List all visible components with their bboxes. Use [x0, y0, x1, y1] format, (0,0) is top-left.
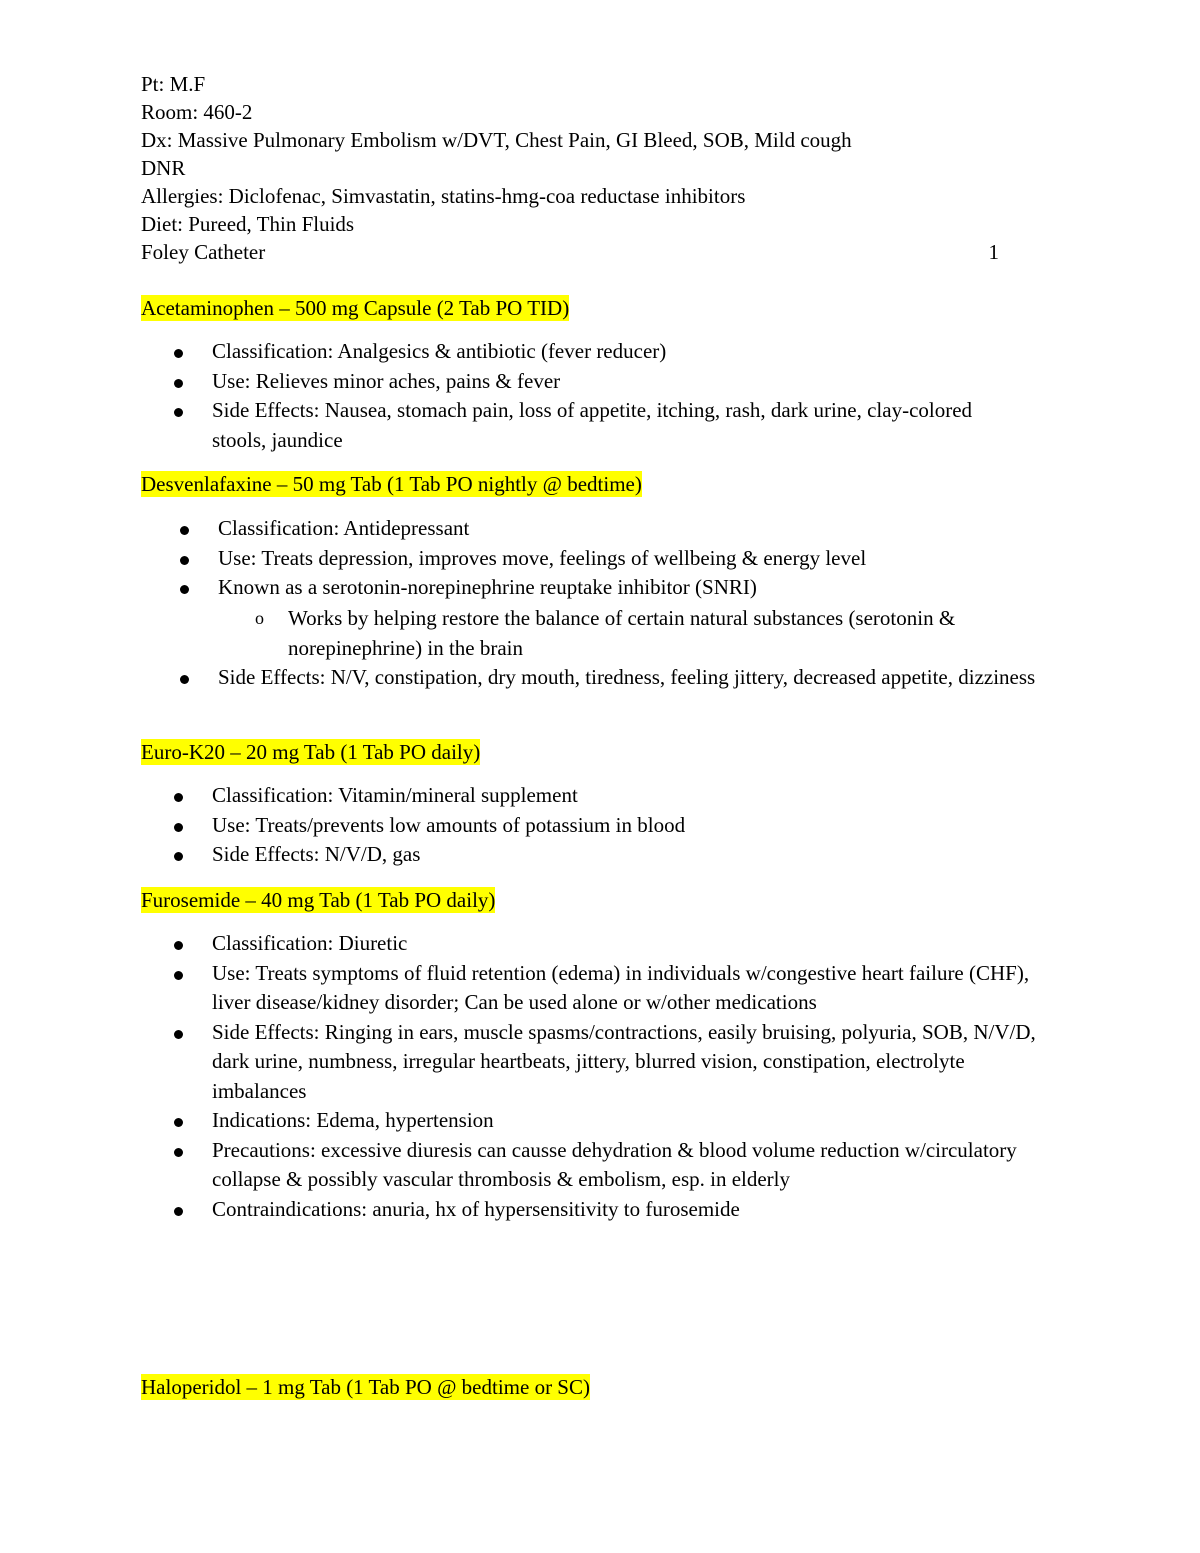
drug-title: Desvenlafaxine – 50 mg Tab (1 Tab PO nightly @ bedtime) [141, 472, 642, 496]
drug-title: Furosemide – 40 mg Tab (1 Tab PO daily) [141, 888, 496, 912]
room-number: Room: 460-2 [141, 100, 253, 124]
list-item: Side Effects: N/V/D, gas [212, 840, 1012, 870]
drug-details-list [141, 337, 1012, 455]
drug-section-furosemide [141, 887, 1062, 1224]
foley-line [141, 238, 999, 266]
drug-section-desvenlafaxine [141, 471, 1048, 692]
list-item: Use: Treats depression, improves move, feelings of wellbeing & energy level [218, 544, 1048, 574]
list-item: Side Effects: N/V, constipation, dry mouth, tiredness, feeling jittery, decreased appetite, dizziness [218, 663, 1048, 693]
list-item: Indications: Edema, hypertension [212, 1106, 1062, 1136]
bullet-icon [180, 526, 189, 535]
list-item: Side Effects: Ringing in ears, muscle spasms/contractions, easily bruising, polyuria, SOB, N/V/D, dark urine, numbness, irregular heartbeats, jittery, blurred vision, constipation, electrolyte imbalances [212, 1018, 1062, 1107]
list-item: Use: Relieves minor aches, pains & fever [212, 367, 1012, 397]
sub-list-item: o Works by helping restore the balance of certain natural substances (serotonin & norepinephrine) in the brain [288, 603, 1048, 663]
drug-title: Haloperidol – 1 mg Tab (1 Tab PO @ bedtime or SC) [141, 1375, 590, 1399]
drug-section-euro-k20 [141, 739, 1012, 870]
bullet-icon [174, 971, 183, 980]
bullet-icon [174, 349, 183, 358]
drug-details-list [141, 514, 1048, 692]
code-status: DNR [141, 156, 186, 180]
drug-details-list [141, 929, 1062, 1224]
list-item: Classification: Antidepressant [218, 514, 1048, 544]
diet: Diet: Pureed, Thin Fluids [141, 212, 355, 236]
drug-title: Acetaminophen – 500 mg Capsule (2 Tab PO TID) [141, 296, 570, 320]
list-item: Use: Treats symptoms of fluid retention (edema) in individuals w/congestive heart failure (CHF), liver disease/kidney disorder; Can be used alone or w/other medications [212, 959, 1062, 1018]
list-item: Classification: Vitamin/mineral supplement [212, 781, 1012, 811]
patient-header [141, 70, 999, 266]
bullet-icon [174, 793, 183, 802]
bullet-icon [174, 1118, 183, 1127]
allergies: Allergies: Diclofenac, Simvastatin, statins-hmg-coa reductase inhibitors [141, 184, 746, 208]
bullet-icon [180, 585, 189, 594]
bullet-icon [174, 1207, 183, 1216]
drug-section-haloperidol [141, 1374, 590, 1400]
bullet-icon [180, 556, 189, 565]
page-number: 1 [988, 240, 999, 264]
bullet-icon [174, 379, 183, 388]
list-item: Classification: Diuretic [212, 929, 1062, 959]
hollow-bullet-icon: o [255, 607, 264, 628]
bullet-icon [174, 852, 183, 861]
drug-section-acetaminophen [141, 295, 1012, 455]
sub-list [218, 603, 1048, 663]
bullet-icon [174, 823, 183, 832]
patient-id: Pt: M.F [141, 72, 206, 96]
list-item: Use: Treats/prevents low amounts of potassium in blood [212, 811, 1012, 841]
list-item: Known as a serotonin-norepinephrine reuptake inhibitor (SNRI) o Works by helping restore the balance of certain natural substances (serotonin & norepinephrine) in the brain [218, 573, 1048, 663]
list-item: Contraindications: anuria, hx of hypersensitivity to furosemide [212, 1195, 1062, 1225]
bullet-icon [174, 408, 183, 417]
list-item: Precautions: excessive diuresis can causse dehydration & blood volume reduction w/circulatory collapse & possibly vascular thrombosis & embolism, esp. in elderly [212, 1136, 1062, 1195]
bullet-icon [174, 1030, 183, 1039]
bullet-icon [174, 941, 183, 950]
list-item: Classification: Analgesics & antibiotic (fever reducer) [212, 337, 1012, 367]
list-item: Side Effects: Nausea, stomach pain, loss of appetite, itching, rash, dark urine, clay-colored stools, jaundice [212, 396, 1012, 455]
foley-catheter: Foley Catheter [141, 240, 266, 264]
bullet-icon [174, 1148, 183, 1157]
drug-title: Euro-K20 – 20 mg Tab (1 Tab PO daily) [141, 740, 481, 764]
drug-details-list [141, 781, 1012, 870]
bullet-icon [180, 675, 189, 684]
diagnosis: Dx: Massive Pulmonary Embolism w/DVT, Chest Pain, GI Bleed, SOB, Mild cough [141, 128, 852, 152]
